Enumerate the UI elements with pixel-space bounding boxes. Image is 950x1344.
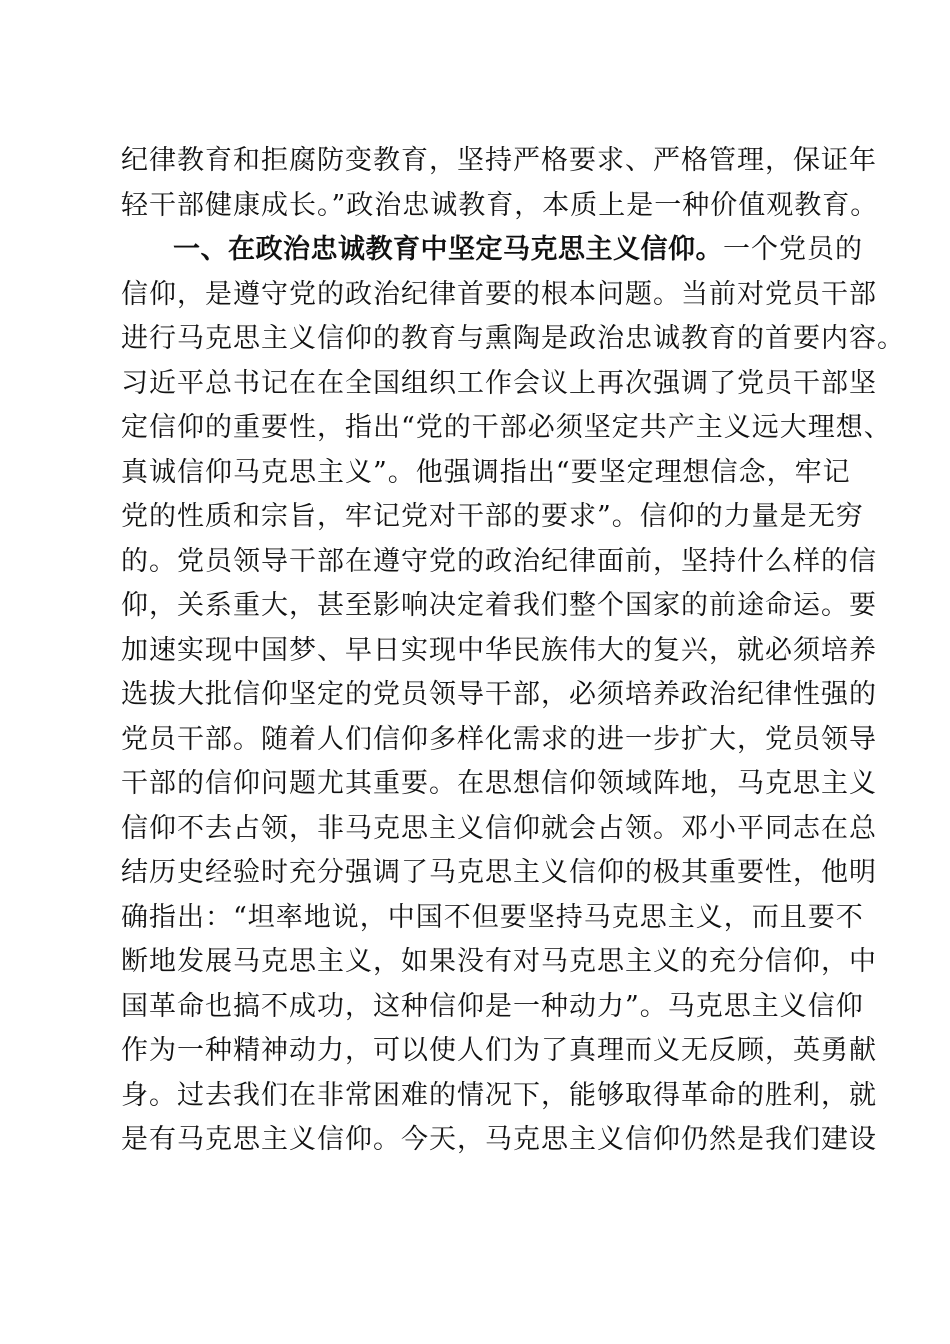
text-line: 真诚信仰马克思主义”。他强调指出“要坚定理想信念，牢记 <box>121 456 851 488</box>
text-line: 纪律教育和拒腐防变教育，坚持严格要求、严格管理，保证年 <box>121 145 877 176</box>
text-line: 的。党员领导干部在遵守党的政治纪律面前，坚持什么样的信 <box>121 545 877 577</box>
text-line: 习近平总书记在在全国组织工作会议上再次强调了党员干部坚 <box>121 367 877 399</box>
section-heading: 一、在政治忠诚教育中坚定马克思主义信仰。 <box>173 234 723 265</box>
text-line: 是有马克思主义信仰。今天，马克思主义信仰仍然是我们建设 <box>121 1124 877 1155</box>
body-text <box>121 139 905 1163</box>
text-line: 身。过去我们在非常困难的情况下，能够取得革命的胜利，就 <box>121 1079 877 1111</box>
text-line: 党的性质和宗旨，牢记党对干部的要求”。信仰的力量是无穷 <box>121 501 864 532</box>
text-line: 仰，关系重大，甚至影响决定着我们整个国家的前途命运。要 <box>121 590 877 621</box>
text-line: 定信仰的重要性，指出“党的干部必须坚定共产主义远大理想、 <box>121 412 892 443</box>
text-line: 确指出：“坦率地说，中国不但要坚持马克思主义，而且要不 <box>121 901 864 933</box>
text-line: 选拔大批信仰坚定的党员领导干部，必须培养政治纪律性强的 <box>121 679 877 710</box>
text-line: 信仰不去占领，非马克思主义信仰就会占领。邓小平同志在总 <box>121 812 877 844</box>
section-first-line-text: 一个党员的 <box>723 234 863 265</box>
text-line: 加速实现中国梦、早日实现中华民族伟大的复兴，就必须培养 <box>121 634 877 666</box>
text-line: 断地发展马克思主义，如果没有对马克思主义的充分信仰，中 <box>121 946 877 977</box>
section-first-line <box>121 228 863 273</box>
text-line: 信仰，是遵守党的政治纪律首要的根本问题。当前对党员干部 <box>121 278 877 310</box>
text-line: 轻干部健康成长。”政治忠诚教育，本质上是一种价值观教育。 <box>121 189 879 221</box>
text-line: 进行马克思主义信仰的教育与熏陶是政治忠诚教育的首要内容。 <box>121 323 905 354</box>
text-line: 干部的信仰问题尤其重要。在思想信仰领域阵地，马克思主义 <box>121 768 877 799</box>
text-line: 党员干部。随着人们信仰多样化需求的进一步扩大，党员领导 <box>121 723 877 755</box>
text-line: 国革命也搞不成功，这种信仰是一种动力”。马克思主义信仰 <box>121 990 864 1022</box>
text-line: 作为一种精神动力，可以使人们为了真理而义无反顾，英勇献 <box>121 1035 877 1066</box>
text-line: 结历史经验时充分强调了马克思主义信仰的极其重要性，他明 <box>121 857 877 888</box>
